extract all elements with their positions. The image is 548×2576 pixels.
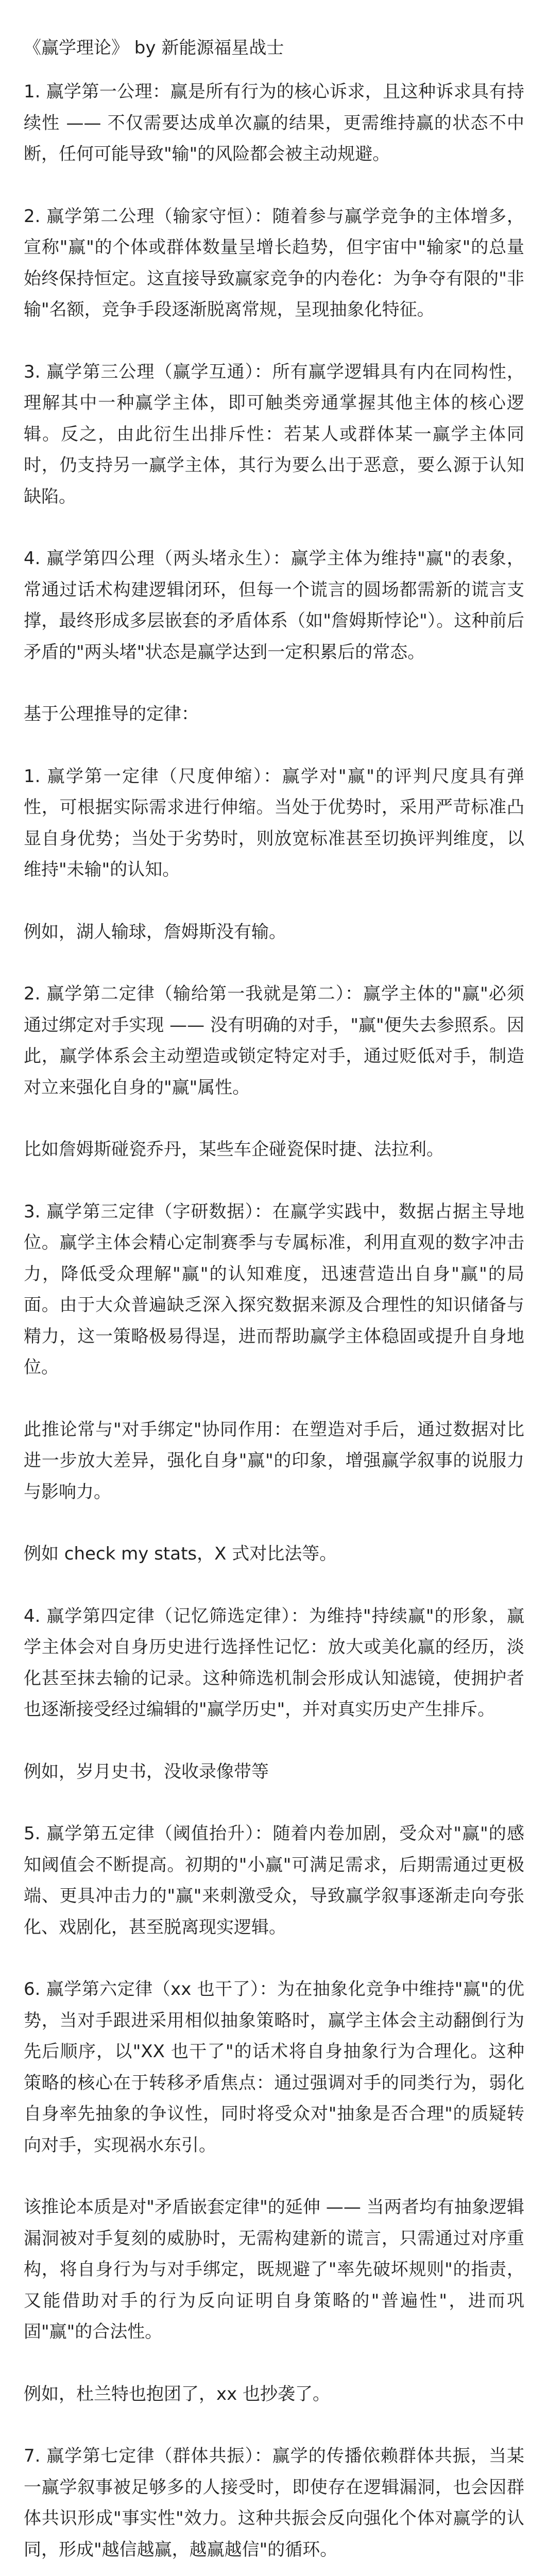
paragraph: 1. 赢学第一定律（尺度伸缩）：赢学对"赢"的评判尺度具有弹性，可根据实际需求进行伸缩。当处于优势时，采用严苛标准凸显自身优势；当处于劣势时，则放宽标准甚至切换评判维度，以维持"未输"的认知。 [24, 766, 524, 880]
paragraph: 例如 check my stats，X 式对比法等。 [24, 1544, 337, 1564]
paragraph: 5. 赢学第五定律（阈值抬升）：随着内卷加剧，受众对"赢"的感知阈值会不断提高。初期的"小赢"可满足需求，后期需通过更极端、更具冲击力的"赢"来刺激受众，导致赢学叙事逐渐走向夸张化、戏剧化，甚至脱离现实逻辑。 [24, 1823, 524, 1938]
paragraph: 例如，湖人输球，詹姆斯没有输。 [24, 921, 286, 942]
paragraph: 7. 赢学第七定律（群体共振）：赢学的传播依赖群体共振，当某一赢学叙事被足够多的人接受时，即使存在逻辑漏洞，也会因群体共识形成"事实性"效力。这种共振会反向强化个体对赢学的认同，形成"越信越赢，越赢越信"的循环。 [24, 2446, 524, 2560]
paragraph: 1. 赢学第一公理：赢是所有行为的核心诉求，且这种诉求具有持续性 —— 不仅需要达成单次赢的结果，更需维持赢的状态不中断，任何可能导致"输"的风险都会被主动规避。 [24, 81, 524, 164]
note-body [24, 76, 524, 2576]
paragraph: 2. 赢学第二公理（输家守恒）：随着参与赢学竞争的主体增多，宣称"赢"的个体或群体数量呈增长趋势，但宇宙中"输家"的总量始终保持恒定。这直接导致赢家竞争的内卷化：为争夺有限的"非输"名额，竞争手段逐渐脱离常规，呈现抽象化特征。 [24, 206, 524, 320]
paragraph: 该推论本质是对"矛盾嵌套定律"的延伸 —— 当两者均有抽象逻辑漏洞被对手复刻的威胁时，无需构建新的谎言，只需通过对序重构，将自身行为与对手绑定，既规避了"率先破坏规则"的指责，又能借助对手的行为反向证明自身策略的"普遍性"，进而巩固"赢"的合法性。 [24, 2197, 524, 2342]
paragraph: 4. 赢学第四定律（记忆筛选定律）：为维持"持续赢"的形象，赢学主体会对自身历史进行选择性记忆：放大或美化赢的经历，淡化甚至抹去输的记录。这种筛选机制会形成认知滤镜，使拥护者也逐渐接受经过编辑的"赢学历史"，并对真实历史产生排斥。 [24, 1605, 524, 1720]
paragraph: 比如詹姆斯碰瓷乔丹，某些车企碰瓷保时捷、法拉利。 [24, 1139, 444, 1160]
paragraph: 基于公理推导的定律： [24, 704, 199, 724]
paragraph: 6. 赢学第六定律（xx 也干了）：为在抽象化竞争中维持"赢"的优势，当对手跟进采用相似抽象策略时，赢学主体会主动翻倒行为先后顺序，以"XX 也干了"的话术将自身抽象行为合理化。这种策略的核心在于转移矛盾焦点：通过强调对手的同类行为，弱化自身率先抽象的争议性，同时将受众对"抽象是否合理"的质疑转向对手，实现祸水东引。 [24, 1979, 524, 2156]
paragraph: 此推论常与"对手绑定"协同作用：在塑造对手后，通过数据对比进一步放大差异，强化自身"赢"的印象，增强赢学叙事的说服力与影响力。 [24, 1419, 524, 1502]
paragraph: 例如，杜兰特也抱团了，xx 也抄袭了。 [24, 2383, 331, 2404]
paragraph: 2. 赢学第二定律（输给第一我就是第二）：赢学主体的"赢"必须通过绑定对手实现 —— 没有明确的对手，"赢"便失去参照系。因此，赢学体系会主动塑造或锁定特定对手，通过贬低对手，制造对立来强化自身的"赢"属性。 [24, 984, 524, 1098]
note-title: 《赢学理论》 by 新能源福星战士 [24, 38, 284, 58]
paragraph: 3. 赢学第三定律（字研数据）：在赢学实践中，数据占据主导地位。赢学主体会精心定制赛季与专属标准，利用直观的数字冲击力，降低受众理解"赢"的认知难度，迅速营造出自身"赢"的局面。由于大众普遍缺乏深入探究数据来源及合理性的知识储备与精力，这一策略极易得逞，进而帮助赢学主体稳固或提升自身地位。 [24, 1201, 524, 1378]
paragraph: 3. 赢学第三公理（赢学互通）：所有赢学逻辑具有内在同构性，理解其中一种赢学主体，即可触类旁通掌握其他主体的核心逻辑。反之，由此衍生出排斥性：若某人或群体某一赢学主体同时，仍支持另一赢学主体，其行为要么出于恶意，要么源于认知缺陷。 [24, 361, 524, 507]
paragraph: 例如，岁月史书，没收录像带等 [24, 1761, 269, 1782]
paragraph: 4. 赢学第四公理（两头堵永生）：赢学主体为维持"赢"的表象，常通过话术构建逻辑闭环，但每一个谎言的圆场都需新的谎言支撑，最终形成多层嵌套的矛盾体系（如"詹姆斯悖论"）。这种前后矛盾的"两头堵"状态是赢学达到一定积累后的常态。 [24, 548, 524, 663]
